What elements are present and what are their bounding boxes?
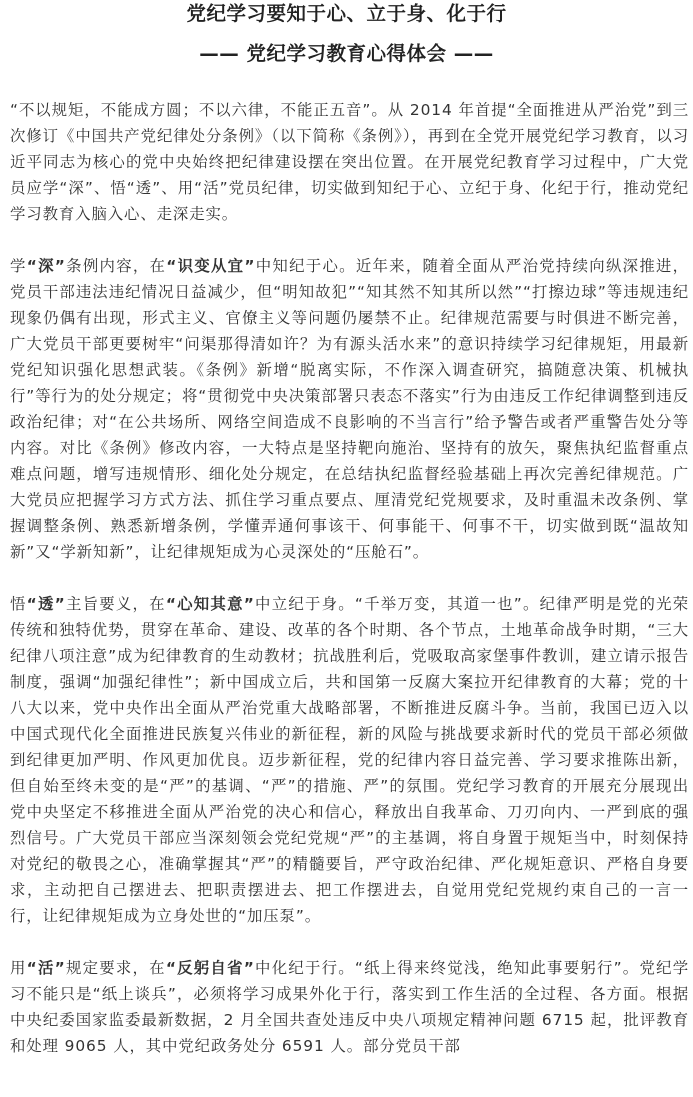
section-lead: 中立纪于身。: [254, 595, 355, 613]
section-lead: 主旨要义，在: [65, 595, 166, 613]
section-key-term: “透”: [26, 595, 66, 613]
section-paragraph-thorough: [0, 591, 693, 929]
article-title: 党纪学习要知于心、立于身、化于行: [186, 2, 507, 25]
section-paragraph-deep: [0, 253, 693, 565]
section-key-phrase: “心知其意”: [165, 595, 255, 613]
section-body: “千举万变，其道一也”。纪律严明是党的光荣传统和独特优势，贯穿在革命、建设、改革的各个时期、各个节点，土地革命战争时期，“三大纪律八项注意”成为纪律教育的生动教材；抗战胜利后，党吸取高家堡事件教训，建立请示报告制度，强调“加强纪律性”；新中国成立后，共和国第一反腐大案拉开纪律教育的大幕；党的十八大以来，党中央作出全面从严治党重大战略部署，不断推进反腐斗争。当前，我国已迈入以中国式现代化全面推进民族复兴伟业的新征程，新的风险与挑战要求新时代的党员干部必须做到纪律更加严明、作风更加优良。迈步新征程，党的纪律内容日益完善、学习要求推陈出新，但自始至终未变的是“严”的基调、“严”的措施、严”的氛围。党纪学习教育的开展充分展现出党中央坚定不移推进全面从严治党的决心和信心，释放出自我革命、刀刃向内、一严到底的强烈信号。广大党员干部应当深刻领会党纪党规“严”的主基调，将自身置于规矩当中，时刻保持对党纪的敬畏之心，准确掌握其“严”的精髓要旨，严守政治纪律、严化规矩意识、严格自身要求，主动把自己摆进去、把职责摆进去、把工作摆进去，自觉用党纪党规约束自己的一言一行，让纪律规矩成为立身处世的“加压泵”。: [10, 595, 689, 925]
section-lead: 中化纪于行。: [254, 959, 355, 977]
section-key-phrase: “反躬自省”: [165, 959, 255, 977]
section-lead: 规定要求，在: [65, 959, 166, 977]
section-lead: 学: [10, 257, 27, 275]
section-lead: 中知纪于心。: [255, 257, 356, 275]
article-subtitle: —— 党纪学习教育心得体会 ——: [199, 42, 494, 65]
section-key-term: “深”: [26, 257, 66, 275]
section-body: “纸上得来终觉浅，绝知此事要躬行”。党纪学习不能只是“纸上谈兵”，必须将学习成果外化于行，落实到工作生活的全过程、各方面。根据中央纪委国家监委最新数据，2 月全国共查处违反中央八项规定精神问题 6715 起，批评教育和处理 9065 人，其中党纪政务处分 6591 人。部分党员干部: [10, 959, 689, 1055]
section-paragraph-flexible: [0, 955, 693, 1059]
section-lead: 用: [10, 959, 27, 977]
section-body: 近年来，随着全面从严治党持续向纵深推进，党员干部违法违纪情况日益减少，但“明知故犯”“知其然不知其所以然”“打擦边球”等违规违纪现象仍偶有出现，形式主义、官僚主义等问题仍屡禁不止。纪律规范需要与时俱进不断完善，广大党员干部更要树牢“问渠那得清如许？为有源头活水来”的意识持续学习纪律规矩，用最新党纪知识强化思想武装。《条例》新增“脱离实际，不作深入调查研究，搞随意决策、机械执行”等行为的处分规定；将“贯彻党中央决策部署只表态不落实”行为由违反工作纪律调整到违反政治纪律；对“在公共场所、网络空间造成不良影响的不当言行”给予警告或者严重警告处分等内容。对比《条例》修改内容，一大特点是坚持靶向施治、坚持有的放矢，聚焦执纪监督重点难点问题，增写违规情形、细化处分规定，在总结执纪监督经验基础上再次完善纪律规范。广大党员应把握学习方式方法、抓住学习重点要点、厘清党纪党规要求，及时重温未改条例、掌握调整条例、熟悉新增条例，学懂弄通何事该干、何事能干、何事不干，切实做到既“温故知新”又“学新知新”，让纪律规矩成为心灵深处的“压舱石”。: [10, 257, 689, 561]
section-key-term: “活”: [26, 959, 66, 977]
section-lead: 悟: [10, 595, 27, 613]
section-key-phrase: “识变从宜”: [166, 257, 256, 275]
intro-paragraph: “不以规矩，不能成方圆；不以六律，不能正五音”。从 2014 年首提“全面推进从严治党”到三次修订《中国共产党纪律处分条例》（以下简称《条例》），再到在全党开展党纪学习教育，以习近平同志为核心的党中央始终把纪律建设摆在突出位置。在开展党纪教育学习过程中，广大党员应学“深”、悟“透”、用“活”党员纪律，切实做到知纪于心、立纪于身、化纪于行，推动党纪学习教育入脑入心、走深走实。: [10, 101, 689, 223]
section-lead: 条例内容，在: [65, 257, 167, 275]
